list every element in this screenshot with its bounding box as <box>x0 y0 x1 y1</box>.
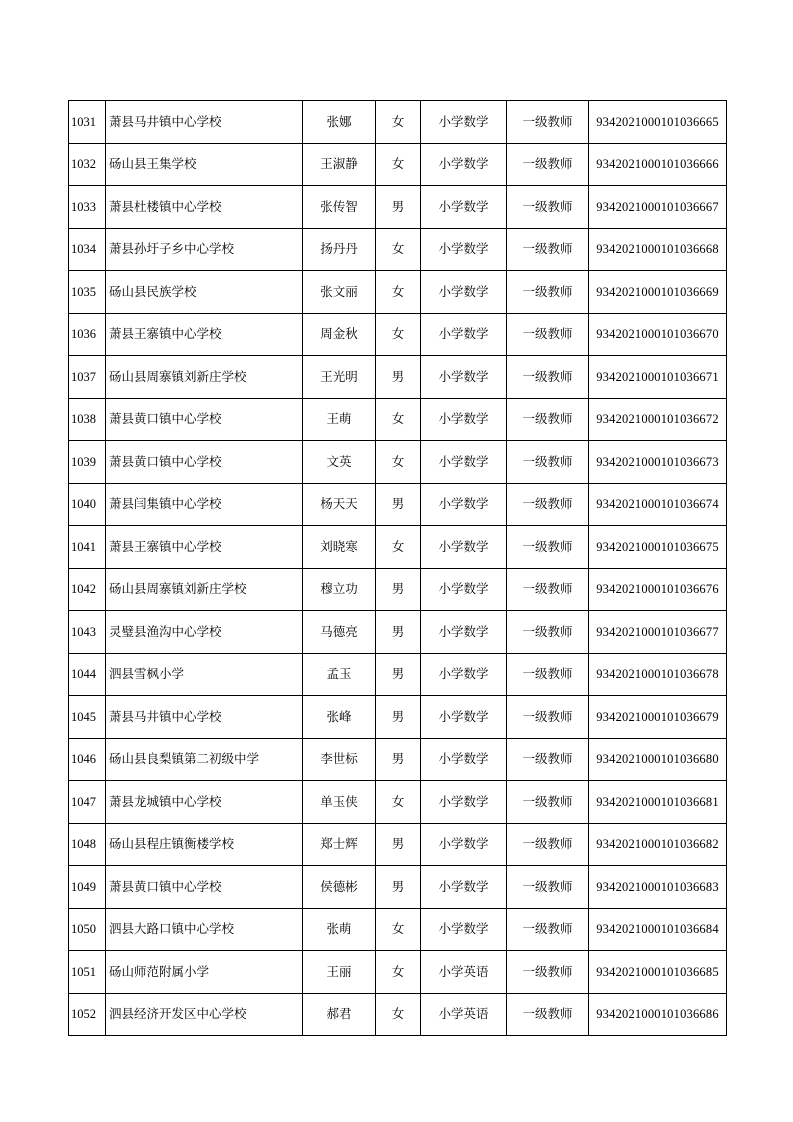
cell-school: 萧县杜楼镇中心学校 <box>106 186 303 229</box>
cell-gender: 男 <box>376 356 421 399</box>
table-row <box>69 186 727 229</box>
cell-gender: 女 <box>376 526 421 569</box>
cell-title: 一级教师 <box>507 653 589 696</box>
cell-gender: 女 <box>376 441 421 484</box>
cell-name: 王萌 <box>303 398 376 441</box>
cell-subject: 小学数学 <box>421 271 507 314</box>
cell-name: 张峰 <box>303 696 376 739</box>
cell-name: 杨天天 <box>303 483 376 526</box>
cell-name: 扬丹丹 <box>303 228 376 271</box>
cell-school: 萧县马井镇中心学校 <box>106 101 303 144</box>
cell-subject: 小学数学 <box>421 398 507 441</box>
cell-school: 萧县闫集镇中心学校 <box>106 483 303 526</box>
cell-no: 1037 <box>69 356 106 399</box>
cell-cert: 9342021000101036683 <box>589 866 727 909</box>
cell-school: 砀山县周寨镇刘新庄学校 <box>106 568 303 611</box>
cell-gender: 女 <box>376 228 421 271</box>
cell-no: 1046 <box>69 738 106 781</box>
table-row <box>69 441 727 484</box>
cell-gender: 女 <box>376 313 421 356</box>
cell-no: 1040 <box>69 483 106 526</box>
cell-school: 萧县黄口镇中心学校 <box>106 398 303 441</box>
cell-gender: 男 <box>376 568 421 611</box>
cell-cert: 9342021000101036684 <box>589 908 727 951</box>
cell-cert: 9342021000101036677 <box>589 611 727 654</box>
cell-school: 萧县王寨镇中心学校 <box>106 313 303 356</box>
cell-no: 1048 <box>69 823 106 866</box>
cell-name: 王丽 <box>303 951 376 994</box>
cell-subject: 小学数学 <box>421 823 507 866</box>
cell-gender: 女 <box>376 143 421 186</box>
cell-gender: 男 <box>376 653 421 696</box>
cell-cert: 9342021000101036666 <box>589 143 727 186</box>
cell-no: 1041 <box>69 526 106 569</box>
table-row <box>69 568 727 611</box>
cell-school: 砀山县周寨镇刘新庄学校 <box>106 356 303 399</box>
cell-subject: 小学数学 <box>421 781 507 824</box>
cell-school: 萧县黄口镇中心学校 <box>106 866 303 909</box>
cell-no: 1044 <box>69 653 106 696</box>
cell-title: 一级教师 <box>507 823 589 866</box>
cell-gender: 女 <box>376 781 421 824</box>
cell-cert: 9342021000101036672 <box>589 398 727 441</box>
table-row <box>69 101 727 144</box>
table-row <box>69 356 727 399</box>
cell-cert: 9342021000101036670 <box>589 313 727 356</box>
cell-school: 萧县王寨镇中心学校 <box>106 526 303 569</box>
cell-cert: 9342021000101036685 <box>589 951 727 994</box>
table-row <box>69 483 727 526</box>
cell-subject: 小学数学 <box>421 738 507 781</box>
cell-school: 泗县经济开发区中心学校 <box>106 993 303 1036</box>
cell-school: 泗县雪枫小学 <box>106 653 303 696</box>
cell-gender: 男 <box>376 866 421 909</box>
table-row <box>69 313 727 356</box>
cell-gender: 男 <box>376 738 421 781</box>
cell-title: 一级教师 <box>507 866 589 909</box>
cell-name: 张萌 <box>303 908 376 951</box>
cell-subject: 小学数学 <box>421 101 507 144</box>
cell-school: 砀山县良梨镇第二初级中学 <box>106 738 303 781</box>
cell-title: 一级教师 <box>507 271 589 314</box>
cell-school: 砀山师范附属小学 <box>106 951 303 994</box>
table-row <box>69 696 727 739</box>
cell-gender: 男 <box>376 696 421 739</box>
cell-cert: 9342021000101036669 <box>589 271 727 314</box>
cell-title: 一级教师 <box>507 398 589 441</box>
cell-subject: 小学数学 <box>421 483 507 526</box>
table-row <box>69 143 727 186</box>
table-row <box>69 526 727 569</box>
cell-no: 1036 <box>69 313 106 356</box>
cell-gender: 女 <box>376 908 421 951</box>
cell-title: 一级教师 <box>507 228 589 271</box>
cell-title: 一级教师 <box>507 526 589 569</box>
cell-cert: 9342021000101036678 <box>589 653 727 696</box>
cell-subject: 小学数学 <box>421 356 507 399</box>
table-row <box>69 781 727 824</box>
cell-no: 1039 <box>69 441 106 484</box>
cell-name: 穆立功 <box>303 568 376 611</box>
cell-gender: 女 <box>376 951 421 994</box>
cell-gender: 男 <box>376 483 421 526</box>
cell-subject: 小学数学 <box>421 866 507 909</box>
cell-name: 侯德彬 <box>303 866 376 909</box>
cell-no: 1034 <box>69 228 106 271</box>
table-row <box>69 908 727 951</box>
cell-subject: 小学数学 <box>421 696 507 739</box>
cell-name: 文英 <box>303 441 376 484</box>
table-row <box>69 823 727 866</box>
cell-cert: 9342021000101036667 <box>589 186 727 229</box>
cell-no: 1042 <box>69 568 106 611</box>
cell-subject: 小学数学 <box>421 313 507 356</box>
cell-name: 王光明 <box>303 356 376 399</box>
cell-cert: 9342021000101036682 <box>589 823 727 866</box>
cell-no: 1035 <box>69 271 106 314</box>
cell-title: 一级教师 <box>507 696 589 739</box>
cell-no: 1052 <box>69 993 106 1036</box>
cell-name: 马德亮 <box>303 611 376 654</box>
table-row <box>69 271 727 314</box>
cell-cert: 9342021000101036675 <box>589 526 727 569</box>
cell-name: 张文丽 <box>303 271 376 314</box>
cell-gender: 男 <box>376 186 421 229</box>
cell-title: 一级教师 <box>507 781 589 824</box>
cell-cert: 9342021000101036676 <box>589 568 727 611</box>
cell-no: 1038 <box>69 398 106 441</box>
cell-school: 砀山县民族学校 <box>106 271 303 314</box>
cell-name: 郑士辉 <box>303 823 376 866</box>
cell-title: 一级教师 <box>507 738 589 781</box>
table-row <box>69 398 727 441</box>
cell-gender: 女 <box>376 993 421 1036</box>
cell-name: 刘晓寒 <box>303 526 376 569</box>
cell-title: 一级教师 <box>507 441 589 484</box>
cell-name: 孟玉 <box>303 653 376 696</box>
cell-no: 1049 <box>69 866 106 909</box>
teacher-certificate-table <box>68 100 727 1036</box>
cell-cert: 9342021000101036673 <box>589 441 727 484</box>
cell-no: 1043 <box>69 611 106 654</box>
cell-cert: 9342021000101036681 <box>589 781 727 824</box>
cell-school: 砀山县程庄镇衡楼学校 <box>106 823 303 866</box>
cell-title: 一级教师 <box>507 993 589 1036</box>
cell-title: 一级教师 <box>507 313 589 356</box>
cell-title: 一级教师 <box>507 568 589 611</box>
table-row <box>69 653 727 696</box>
cell-gender: 男 <box>376 823 421 866</box>
cell-cert: 9342021000101036668 <box>589 228 727 271</box>
cell-subject: 小学数学 <box>421 143 507 186</box>
cell-title: 一级教师 <box>507 186 589 229</box>
cell-subject: 小学英语 <box>421 951 507 994</box>
cell-no: 1045 <box>69 696 106 739</box>
table-row <box>69 611 727 654</box>
cell-gender: 男 <box>376 611 421 654</box>
cell-gender: 女 <box>376 398 421 441</box>
cell-name: 李世标 <box>303 738 376 781</box>
cell-subject: 小学数学 <box>421 568 507 611</box>
cell-no: 1047 <box>69 781 106 824</box>
table-row <box>69 228 727 271</box>
cell-cert: 9342021000101036680 <box>589 738 727 781</box>
table-row <box>69 951 727 994</box>
cell-school: 萧县黄口镇中心学校 <box>106 441 303 484</box>
cell-name: 单玉侠 <box>303 781 376 824</box>
table-row <box>69 866 727 909</box>
cell-cert: 9342021000101036671 <box>589 356 727 399</box>
cell-cert: 9342021000101036674 <box>589 483 727 526</box>
cell-subject: 小学数学 <box>421 908 507 951</box>
cell-title: 一级教师 <box>507 951 589 994</box>
cell-title: 一级教师 <box>507 611 589 654</box>
cell-no: 1032 <box>69 143 106 186</box>
cell-school: 萧县孙圩子乡中心学校 <box>106 228 303 271</box>
cell-school: 萧县马井镇中心学校 <box>106 696 303 739</box>
cell-no: 1031 <box>69 101 106 144</box>
cell-subject: 小学数学 <box>421 526 507 569</box>
cell-subject: 小学数学 <box>421 611 507 654</box>
cell-name: 郝君 <box>303 993 376 1036</box>
cell-name: 张传智 <box>303 186 376 229</box>
cell-title: 一级教师 <box>507 143 589 186</box>
table-row <box>69 993 727 1036</box>
cell-gender: 女 <box>376 101 421 144</box>
cell-name: 周金秋 <box>303 313 376 356</box>
cell-cert: 9342021000101036686 <box>589 993 727 1036</box>
cell-school: 泗县大路口镇中心学校 <box>106 908 303 951</box>
cell-subject: 小学数学 <box>421 228 507 271</box>
cell-school: 灵璧县渔沟中心学校 <box>106 611 303 654</box>
cell-school: 砀山县王集学校 <box>106 143 303 186</box>
table-row <box>69 738 727 781</box>
cell-subject: 小学英语 <box>421 993 507 1036</box>
cell-cert: 9342021000101036665 <box>589 101 727 144</box>
cell-title: 一级教师 <box>507 908 589 951</box>
cell-no: 1051 <box>69 951 106 994</box>
cell-title: 一级教师 <box>507 101 589 144</box>
cell-subject: 小学数学 <box>421 441 507 484</box>
cell-name: 王淑静 <box>303 143 376 186</box>
cell-subject: 小学数学 <box>421 186 507 229</box>
cell-name: 张娜 <box>303 101 376 144</box>
cell-gender: 女 <box>376 271 421 314</box>
cell-no: 1033 <box>69 186 106 229</box>
cell-no: 1050 <box>69 908 106 951</box>
cell-title: 一级教师 <box>507 356 589 399</box>
cell-cert: 9342021000101036679 <box>589 696 727 739</box>
cell-title: 一级教师 <box>507 483 589 526</box>
table-body <box>69 101 727 1036</box>
cell-school: 萧县龙城镇中心学校 <box>106 781 303 824</box>
cell-subject: 小学数学 <box>421 653 507 696</box>
